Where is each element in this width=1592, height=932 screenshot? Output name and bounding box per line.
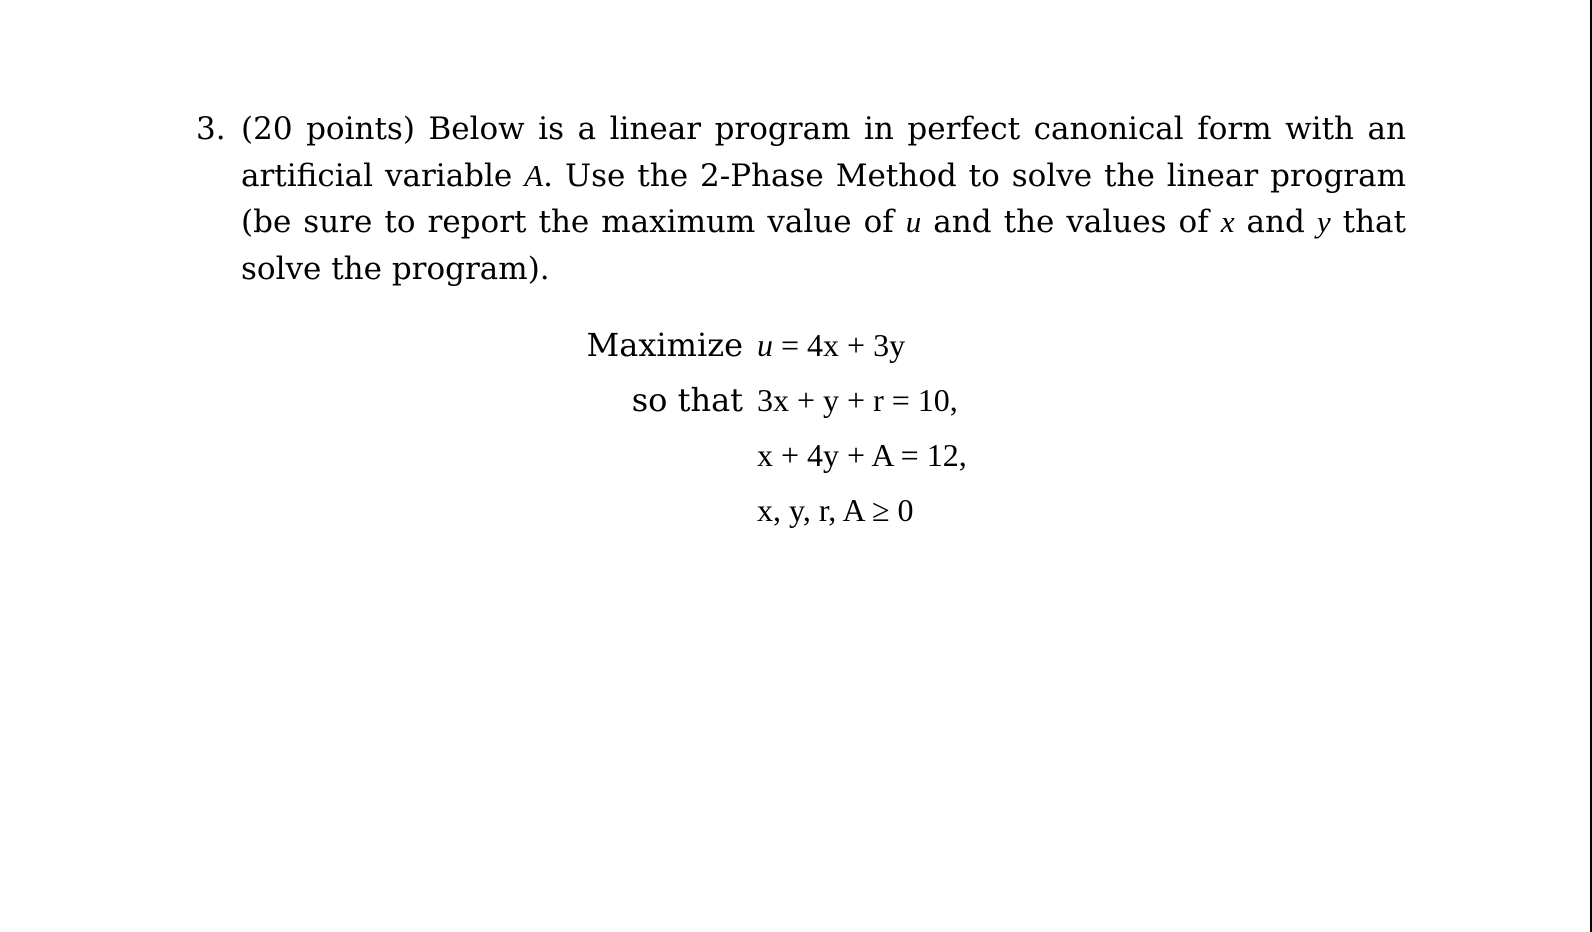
linear-program — [540, 318, 967, 538]
problem-text-part-2: . Use the 2-Phase Method to solve the linear program (be sure to report the maximum value of — [241, 157, 1406, 240]
objective-variable: u — [757, 327, 773, 363]
problem-text-part-3: and the values of — [921, 204, 1221, 240]
objective-label: Maximize — [586, 326, 743, 364]
problem-number: 3. — [196, 111, 226, 147]
problem-statement — [241, 106, 1406, 292]
constraint-equation: x + 4y + A = 12, — [757, 437, 967, 473]
objective-row — [540, 318, 967, 373]
objective-expression — [757, 318, 905, 373]
constraint-row — [540, 483, 967, 538]
constraint-equation: 3x + y + r = 10, — [757, 382, 958, 418]
variable-A: A — [524, 157, 544, 193]
constraint-row — [540, 373, 967, 428]
constraint-label: so that — [631, 381, 743, 419]
problem-text-part-1: (20 points) Below is a linear program in perfect canonical form with an artificial variable — [241, 111, 1406, 194]
nonnegativity-constraint: x, y, r, A ≥ 0 — [757, 492, 914, 528]
variable-x: x — [1220, 204, 1235, 239]
objective-rhs: = 4x + 3y — [773, 327, 906, 363]
constraint-label-spacer — [540, 483, 757, 538]
constraint-label-spacer — [540, 428, 757, 483]
variable-y: y — [1316, 204, 1331, 239]
variable-u: u — [905, 204, 922, 239]
problem-text-part-4: and — [1234, 204, 1317, 240]
problem-block — [196, 106, 1406, 292]
constraint-row — [540, 428, 967, 483]
problem-text-part-5: that solve the program). — [241, 204, 1406, 287]
